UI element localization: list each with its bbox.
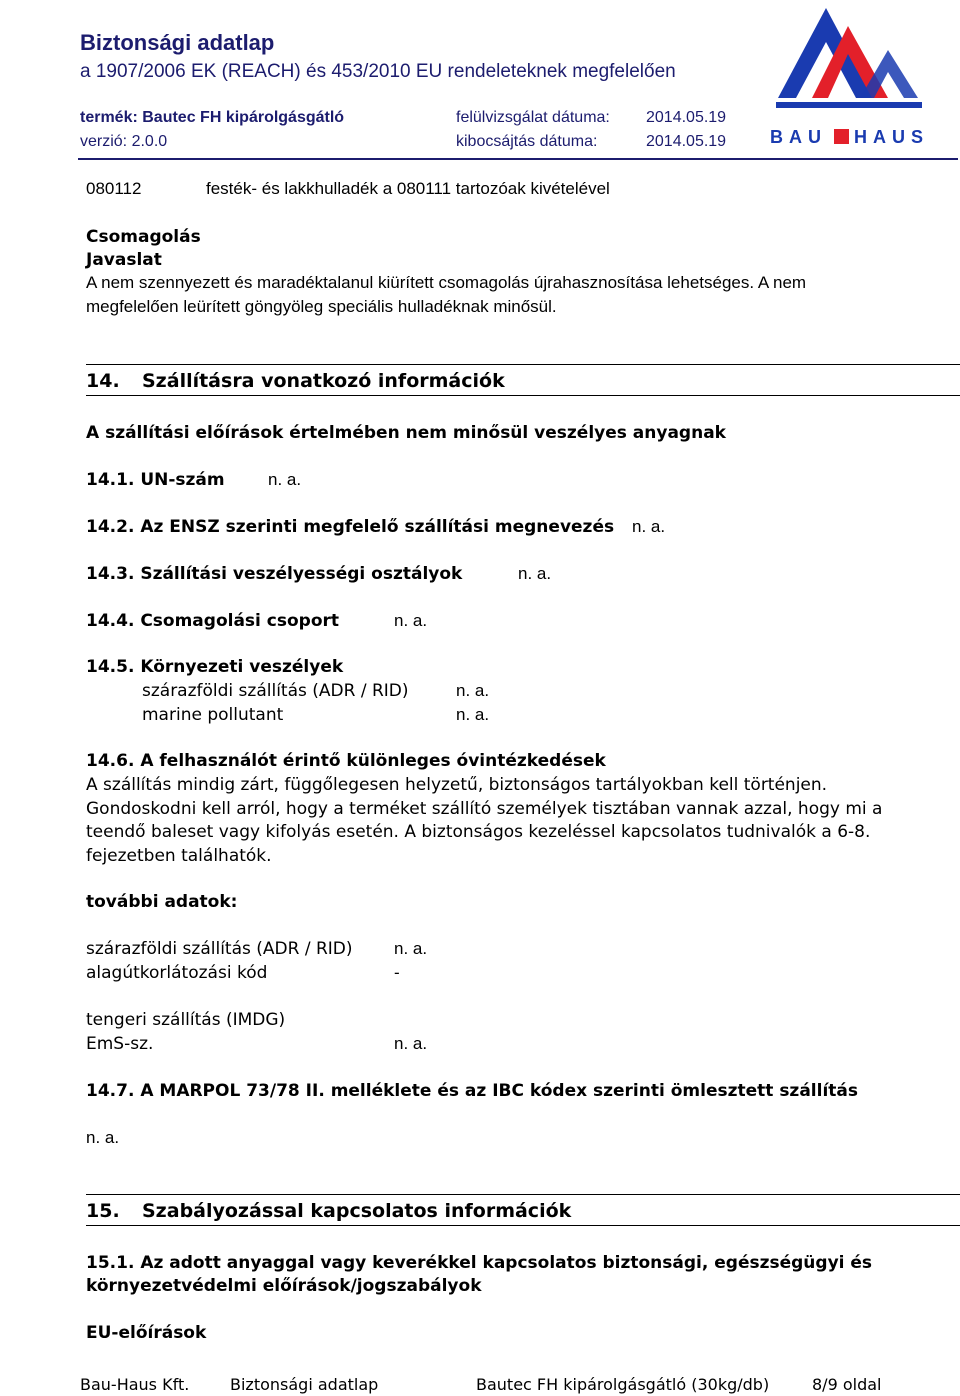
product-label: termék: Bautec FH kipárolgásgátló — [80, 109, 345, 126]
footer-doc: Biztonsági adatlap — [230, 1375, 379, 1394]
section-15-title: Szabályozással kapcsolatos információk — [142, 1200, 572, 1222]
s14-6-text-line3: teendő baleset vagy kifolyás esetén. A biztonságos kezeléssel kapcsolatos tudnivalók a 6-8. — [86, 822, 871, 842]
footer-company: Bau-Haus Kft. — [80, 1375, 190, 1394]
s14-5-adr-label: szárazföldi szállítás (ADR / RID) — [142, 681, 409, 701]
logo-text-haus: HAUS — [854, 127, 930, 147]
section-14-title: Szállításra vonatkozó információk — [142, 370, 505, 392]
eu-regulations-label: EU-előírások — [86, 1323, 207, 1343]
s14-6-label: 14.6. A felhasználót érintő különleges óvintézkedések — [86, 751, 606, 771]
s14-3-label: 14.3. Szállítási veszélyességi osztályok — [86, 564, 463, 584]
s14-1-label: 14.1. UN-szám — [86, 470, 225, 490]
review-date-label: felülvizsgálat dátuma: — [456, 109, 610, 126]
s14-5-marine-value: n. a. — [456, 705, 490, 724]
packaging-subheading: Javaslat — [86, 250, 162, 270]
waste-code: 080112 — [86, 179, 142, 198]
document-subtitle: a 1907/2006 EK (REACH) és 453/2010 EU rendeleteknek megfelelően — [80, 61, 676, 82]
review-date: 2014.05.19 — [646, 109, 727, 126]
logo-square — [834, 129, 849, 144]
s14-6-text-line4: fejezetben találhatók. — [86, 846, 272, 866]
s14-intro: A szállítási előírások értelmében nem minősül veszélyes anyagnak — [86, 423, 726, 443]
page-header — [0, 0, 960, 160]
s15-1-label-line1: 15.1. Az adott anyaggal vagy keverékkel kapcsolatos biztonsági, egészségügyi és — [86, 1253, 873, 1273]
tunnel-code-value: - — [394, 963, 400, 982]
packaging-text-line1: A nem szennyezett és maradéktalanul kiürített csomagolás újrahasznosítása lehetséges. A nem — [86, 273, 807, 292]
s14-3-value: n. a. — [518, 564, 552, 583]
s14-2-label: 14.2. Az ENSZ szerinti megfelelő szállítási megnevezés — [86, 517, 615, 537]
logo-base-line — [776, 102, 922, 108]
document-title: Biztonsági adatlap — [80, 30, 275, 55]
imdg-label: tengeri szállítás (IMDG) — [86, 1010, 286, 1030]
header-divider — [78, 158, 958, 160]
packaging-text-line2: megfelelően leürített göngyöleg speciális hulladéknak minősül. — [86, 297, 557, 316]
footer-product: Bautec FH kipárolgásgátló (30kg/db) — [476, 1375, 770, 1394]
adr-label: szárazföldi szállítás (ADR / RID) — [86, 939, 353, 959]
adr-value: n. a. — [394, 939, 428, 958]
s14-6-text-line2: Gondoskodni kell arról, hogy a terméket szállító személyek tisztában vannak azzal, hogy mi a — [86, 799, 883, 819]
s14-4-value: n. a. — [394, 611, 428, 630]
section-14-top-rule — [86, 364, 960, 365]
issue-date: 2014.05.19 — [646, 133, 727, 150]
s14-7-label: 14.7. A MARPOL 73/78 II. melléklete és az IBC kódex szerinti ömlesztett szállítás — [86, 1081, 858, 1101]
ems-label: EmS-sz. — [86, 1034, 154, 1054]
s14-4-label: 14.4. Csomagolási csoport — [86, 611, 340, 631]
s14-2-value: n. a. — [632, 517, 666, 536]
logo-text-bau: BAU — [770, 127, 827, 147]
ems-value: n. a. — [394, 1034, 428, 1053]
section-14-bottom-rule — [86, 395, 960, 396]
issue-date-label: kibocsájtás dátuma: — [456, 133, 598, 150]
waste-description: festék- és lakkhulladék a 080111 tartozóak kivételével — [206, 179, 610, 198]
s14-6-text-line1: A szállítás mindig zárt, függőlegesen helyzetű, biztonságos tartályokban kell történjen. — [86, 775, 828, 795]
s14-5-adr-value: n. a. — [456, 681, 490, 700]
s14-5-label: 14.5. Környezeti veszélyek — [86, 657, 344, 677]
section-14-number: 14. — [86, 370, 120, 392]
s14-5-marine-label: marine pollutant — [142, 705, 284, 725]
s14-1-value: n. a. — [268, 470, 302, 489]
section-15-bottom-rule — [86, 1225, 960, 1226]
section-15-number: 15. — [86, 1200, 120, 1222]
packaging-heading: Csomagolás — [86, 227, 201, 247]
s15-1-label-line2: környezetvédelmi előírások/jogszabályok — [86, 1276, 482, 1296]
s14-7-value: n. a. — [86, 1128, 120, 1147]
tunnel-code-label: alagútkorlátozási kód — [86, 963, 268, 983]
bauhaus-logo — [756, 2, 936, 154]
further-info-label: további adatok: — [86, 892, 238, 912]
version-label: verzió: 2.0.0 — [80, 133, 168, 150]
section-15-top-rule — [86, 1194, 960, 1195]
footer-page: 8/9 oldal — [812, 1375, 882, 1394]
